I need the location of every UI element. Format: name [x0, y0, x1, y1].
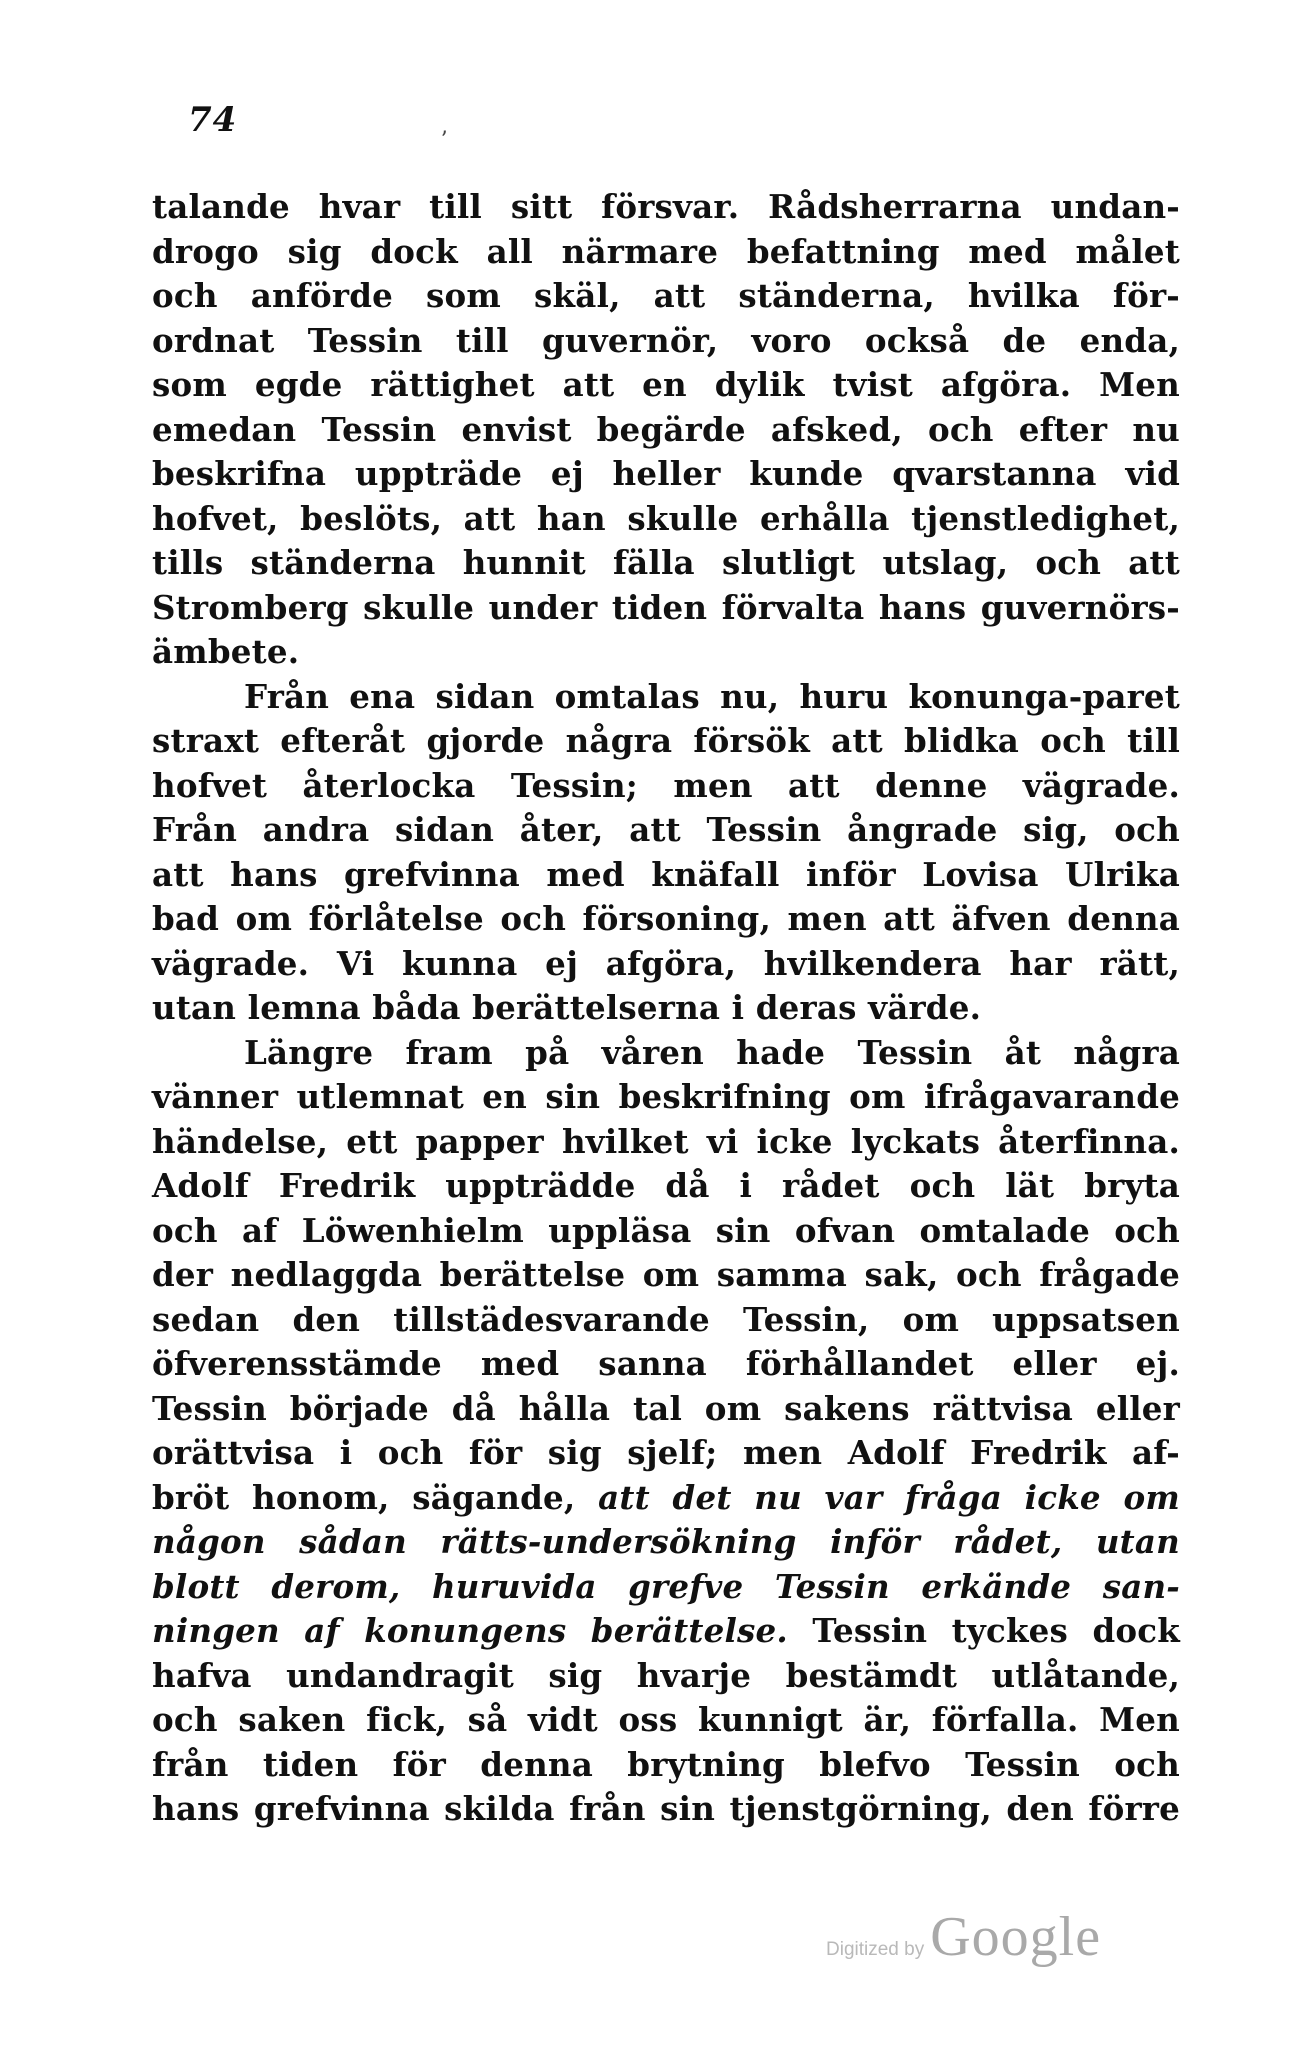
text-line: ämbete.	[152, 632, 300, 671]
text-line: hans grefvinna skilda från sin tjenstgörning, den förre	[152, 1789, 1180, 1828]
text-line	[152, 1609, 1180, 1654]
text-line: bad om förlåtelse och försoning, men att äfven denna	[152, 899, 1180, 938]
text-line: utan lemna båda berättelserna i deras värde.	[152, 988, 982, 1027]
text-line: orättvisa i och för sig sjelf; men Adolf Fredrik af-	[152, 1433, 1180, 1472]
text-line: Tessin började då hålla tal om sakens rättvisa eller	[152, 1388, 1180, 1428]
text-line: hafva undandragit sig hvarje bestämdt utlåtande,	[152, 1655, 1180, 1695]
text-line	[152, 1565, 1180, 1610]
text-line	[152, 1520, 1180, 1565]
italic-text: blott derom, huruvida grefve Tessin erkände san-	[152, 1566, 1180, 1606]
body-text	[152, 185, 1180, 1832]
text-line: händelse, ett papper hvilket vi icke lyckats återfinna.	[152, 1121, 1180, 1161]
text-line: drogo sig dock all närmare befattning med målet	[152, 231, 1180, 271]
text-line: beskrifna uppträde ej heller kunde qvarstanna vid	[152, 454, 1180, 493]
text-line: sedan den tillstädesvarande Tessin, om uppsatsen	[152, 1299, 1180, 1339]
text-line: öfverensstämde med sanna förhållandet eller ej.	[152, 1344, 1180, 1383]
google-logo: Google	[930, 1906, 1102, 1968]
text-line: Från ena sidan omtalas nu, huru konunga-paret	[244, 676, 1180, 716]
text-line: emedan Tessin envist begärde afsked, och efter nu	[152, 409, 1180, 449]
text-line: från tiden för denna brytning blefvo Tessin och	[152, 1744, 1180, 1784]
text-line: straxt efteråt gjorde några försök att blidka och till	[152, 721, 1180, 760]
print-speck: ʼ	[440, 128, 447, 153]
text-line: att hans grefvinna med knäfall inför Lovisa Ulrika	[152, 854, 1180, 894]
italic-text: någon sådan rätts-undersökning inför rådet, utan	[152, 1522, 1180, 1561]
text-line: ordnat Tessin till guvernör, voro också de enda,	[152, 320, 1180, 360]
italic-text: att det nu var fråga icke om	[598, 1477, 1180, 1517]
text-line: Adolf Fredrik uppträdde då i rådet och lät bryta	[152, 1166, 1180, 1205]
text-line: och af Löwenhielm uppläsa sin ofvan omtalade och	[152, 1210, 1180, 1250]
text-line: Stromberg skulle under tiden förvalta hans guvernörs-	[152, 587, 1180, 627]
italic-text: ningen af konungens berättelse.	[152, 1611, 788, 1650]
text-line: Från andra sidan åter, att Tessin ångrade sig, och	[152, 810, 1180, 849]
text-line: Längre fram på våren hade Tessin åt några	[244, 1032, 1180, 1072]
text-line	[152, 1476, 1180, 1521]
text-line: och saken fick, så vidt oss kunnigt är, förfalla. Men	[152, 1700, 1180, 1739]
roman-text: Tessin tyckes dock	[787, 1611, 1180, 1650]
text-line: vägrade. Vi kunna ej afgöra, hvilkendera har rätt,	[152, 943, 1180, 983]
roman-text: bröt honom, sägande,	[152, 1477, 599, 1517]
text-line: och anförde som skäl, att ständerna, hvilka för-	[152, 276, 1180, 315]
text-line: hofvet, beslöts, att han skulle erhålla tjenstledighet,	[152, 498, 1180, 538]
text-line: hofvet återlocka Tessin; men att denne vägrade.	[152, 765, 1180, 805]
digitized-by-label: Digitized by	[826, 1939, 925, 1960]
text-line: tills ständerna hunnit fälla slutligt utslag, och att	[152, 543, 1180, 582]
digitized-watermark	[826, 1905, 1101, 1969]
text-line: vänner utlemnat en sin beskrifning om ifrågavarande	[152, 1077, 1180, 1116]
page-number: 74	[188, 100, 238, 140]
text-line: der nedlaggda berättelse om samma sak, och frågade	[152, 1255, 1180, 1294]
text-line: talande hvar till sitt försvar. Rådsherrarna undan-	[152, 187, 1180, 226]
text-line: som egde rättighet att en dylik tvist afgöra. Men	[152, 365, 1180, 404]
